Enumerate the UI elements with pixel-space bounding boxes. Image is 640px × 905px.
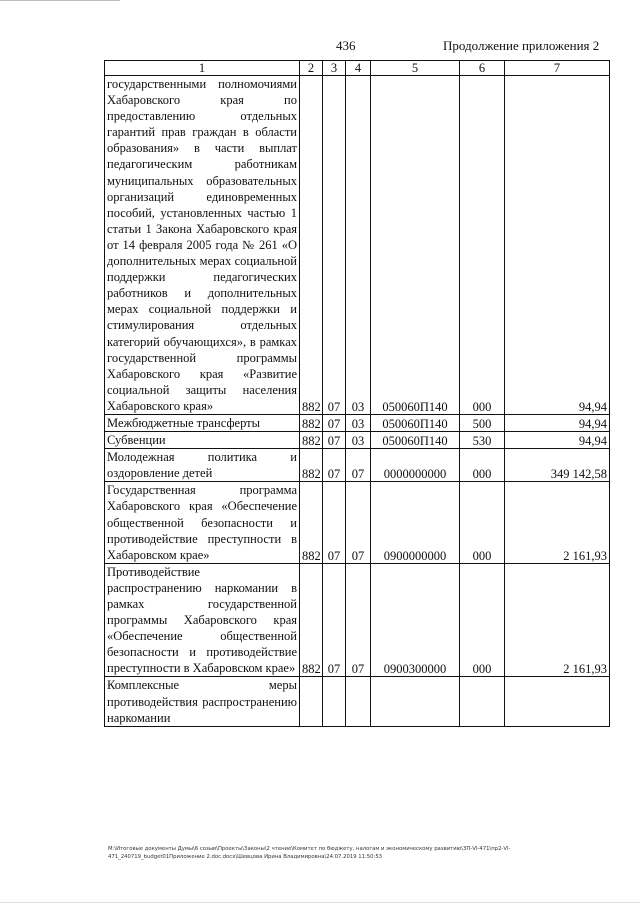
table-row — [105, 563, 610, 677]
header-row — [105, 61, 610, 76]
column-header-5: 5 — [371, 61, 460, 76]
cell-ministry: 882 — [300, 76, 323, 415]
column-header-2: 2 — [300, 61, 323, 76]
cell-section: 07 — [323, 482, 346, 563]
cell-expense-type: 000 — [460, 563, 505, 677]
column-header-3: 3 — [323, 61, 346, 76]
cell-expense-type: 000 — [460, 76, 505, 415]
cell-target-article: 050060П140 — [371, 76, 460, 415]
file-path-footer — [108, 845, 608, 861]
table-row — [105, 76, 610, 415]
cell-amount: 2 161,93 — [505, 482, 610, 563]
budget-table — [104, 60, 610, 727]
cell-ministry: 882 — [300, 563, 323, 677]
table-row — [105, 449, 610, 482]
cell-expense-type — [460, 677, 505, 726]
cell-amount: 94,94 — [505, 432, 610, 449]
row-name: Субвенции — [105, 432, 300, 449]
cell-subsection: 07 — [346, 449, 371, 482]
cell-target-article: 0900000000 — [371, 482, 460, 563]
cell-target-article — [371, 677, 460, 726]
table-row — [105, 414, 610, 431]
row-name: государственными полномочиями Хабаровского края по предоставлению отдельных гарантий прав граждан в области образования» в части выплат педагогическим работникам муниципальных образовательных организаций единовременных пособий, установленных частью 1 статьи 1 Закона Хабаровского края от 14 февраля 2005 года № 261 «О дополнительных мерах социальной поддержки педагогических работников и дополнительных мерах социальной поддержки и стимулирования отдельных категорий обучающихся», в рамках государственной программы Хабаровского края «Развитие социальной защиты населения Хабаровского края» — [105, 76, 300, 415]
cell-subsection: 03 — [346, 432, 371, 449]
row-name: Молодежная политика и оздоровление детей — [105, 449, 300, 482]
cell-subsection: 07 — [346, 563, 371, 677]
table-row — [105, 482, 610, 563]
column-header-1: 1 — [105, 61, 300, 76]
cell-section: 07 — [323, 76, 346, 415]
cell-target-article: 050060П140 — [371, 414, 460, 431]
row-name: Противодействие распространению наркомании в рамках государственной программы Хабаровского края «Обеспечение общественной безопасности и противодействие преступности в Хабаровском крае» — [105, 563, 300, 677]
cell-amount — [505, 677, 610, 726]
table-row — [105, 677, 610, 726]
scan-edge-mark-top — [0, 0, 120, 1]
column-header-7: 7 — [505, 61, 610, 76]
footer-line-2: 471_240719_budget01Приложение 2.doc.docx\Шевцова Ирина Владимировна\24.07.2019 11:50:53 — [108, 854, 383, 860]
cell-section: 07 — [323, 432, 346, 449]
row-name: Государственная программа Хабаровского края «Обеспечение общественной безопасности и противодействие преступности в Хабаровском крае» — [105, 482, 300, 563]
cell-amount: 94,94 — [505, 76, 610, 415]
row-name: Комплексные меры противодействия распространению наркомании — [105, 677, 300, 726]
cell-amount: 94,94 — [505, 414, 610, 431]
cell-subsection: 03 — [346, 76, 371, 415]
cell-expense-type: 000 — [460, 482, 505, 563]
row-name: Межбюджетные трансферты — [105, 414, 300, 431]
cell-subsection: 07 — [346, 482, 371, 563]
cell-section: 07 — [323, 414, 346, 431]
column-header-4: 4 — [346, 61, 371, 76]
cell-ministry: 882 — [300, 482, 323, 563]
cell-target-article: 050060П140 — [371, 432, 460, 449]
table-row — [105, 432, 610, 449]
cell-target-article: 0900300000 — [371, 563, 460, 677]
scan-edge-mark-bottom — [0, 902, 640, 903]
page-number: 436 — [336, 38, 356, 53]
cell-amount: 2 161,93 — [505, 563, 610, 677]
cell-ministry — [300, 677, 323, 726]
cell-amount: 349 142,58 — [505, 449, 610, 482]
cell-subsection — [346, 677, 371, 726]
cell-ministry: 882 — [300, 414, 323, 431]
column-header-6: 6 — [460, 61, 505, 76]
cell-section — [323, 677, 346, 726]
cell-expense-type: 000 — [460, 449, 505, 482]
cell-expense-type: 530 — [460, 432, 505, 449]
cell-subsection: 03 — [346, 414, 371, 431]
cell-target-article: 0000000000 — [371, 449, 460, 482]
continuation-label: Продолжение приложения 2 — [443, 38, 600, 53]
cell-section: 07 — [323, 449, 346, 482]
cell-expense-type: 500 — [460, 414, 505, 431]
cell-ministry: 882 — [300, 449, 323, 482]
footer-line-1: М:\Итоговые документы Думы\6 созыв\Проекты\Законы\2 чтение\Комитет по бюджету, налогам и экономическому развитию\ЗП-VI-471\пр2-VI- — [108, 846, 511, 852]
cell-section: 07 — [323, 563, 346, 677]
cell-ministry: 882 — [300, 432, 323, 449]
